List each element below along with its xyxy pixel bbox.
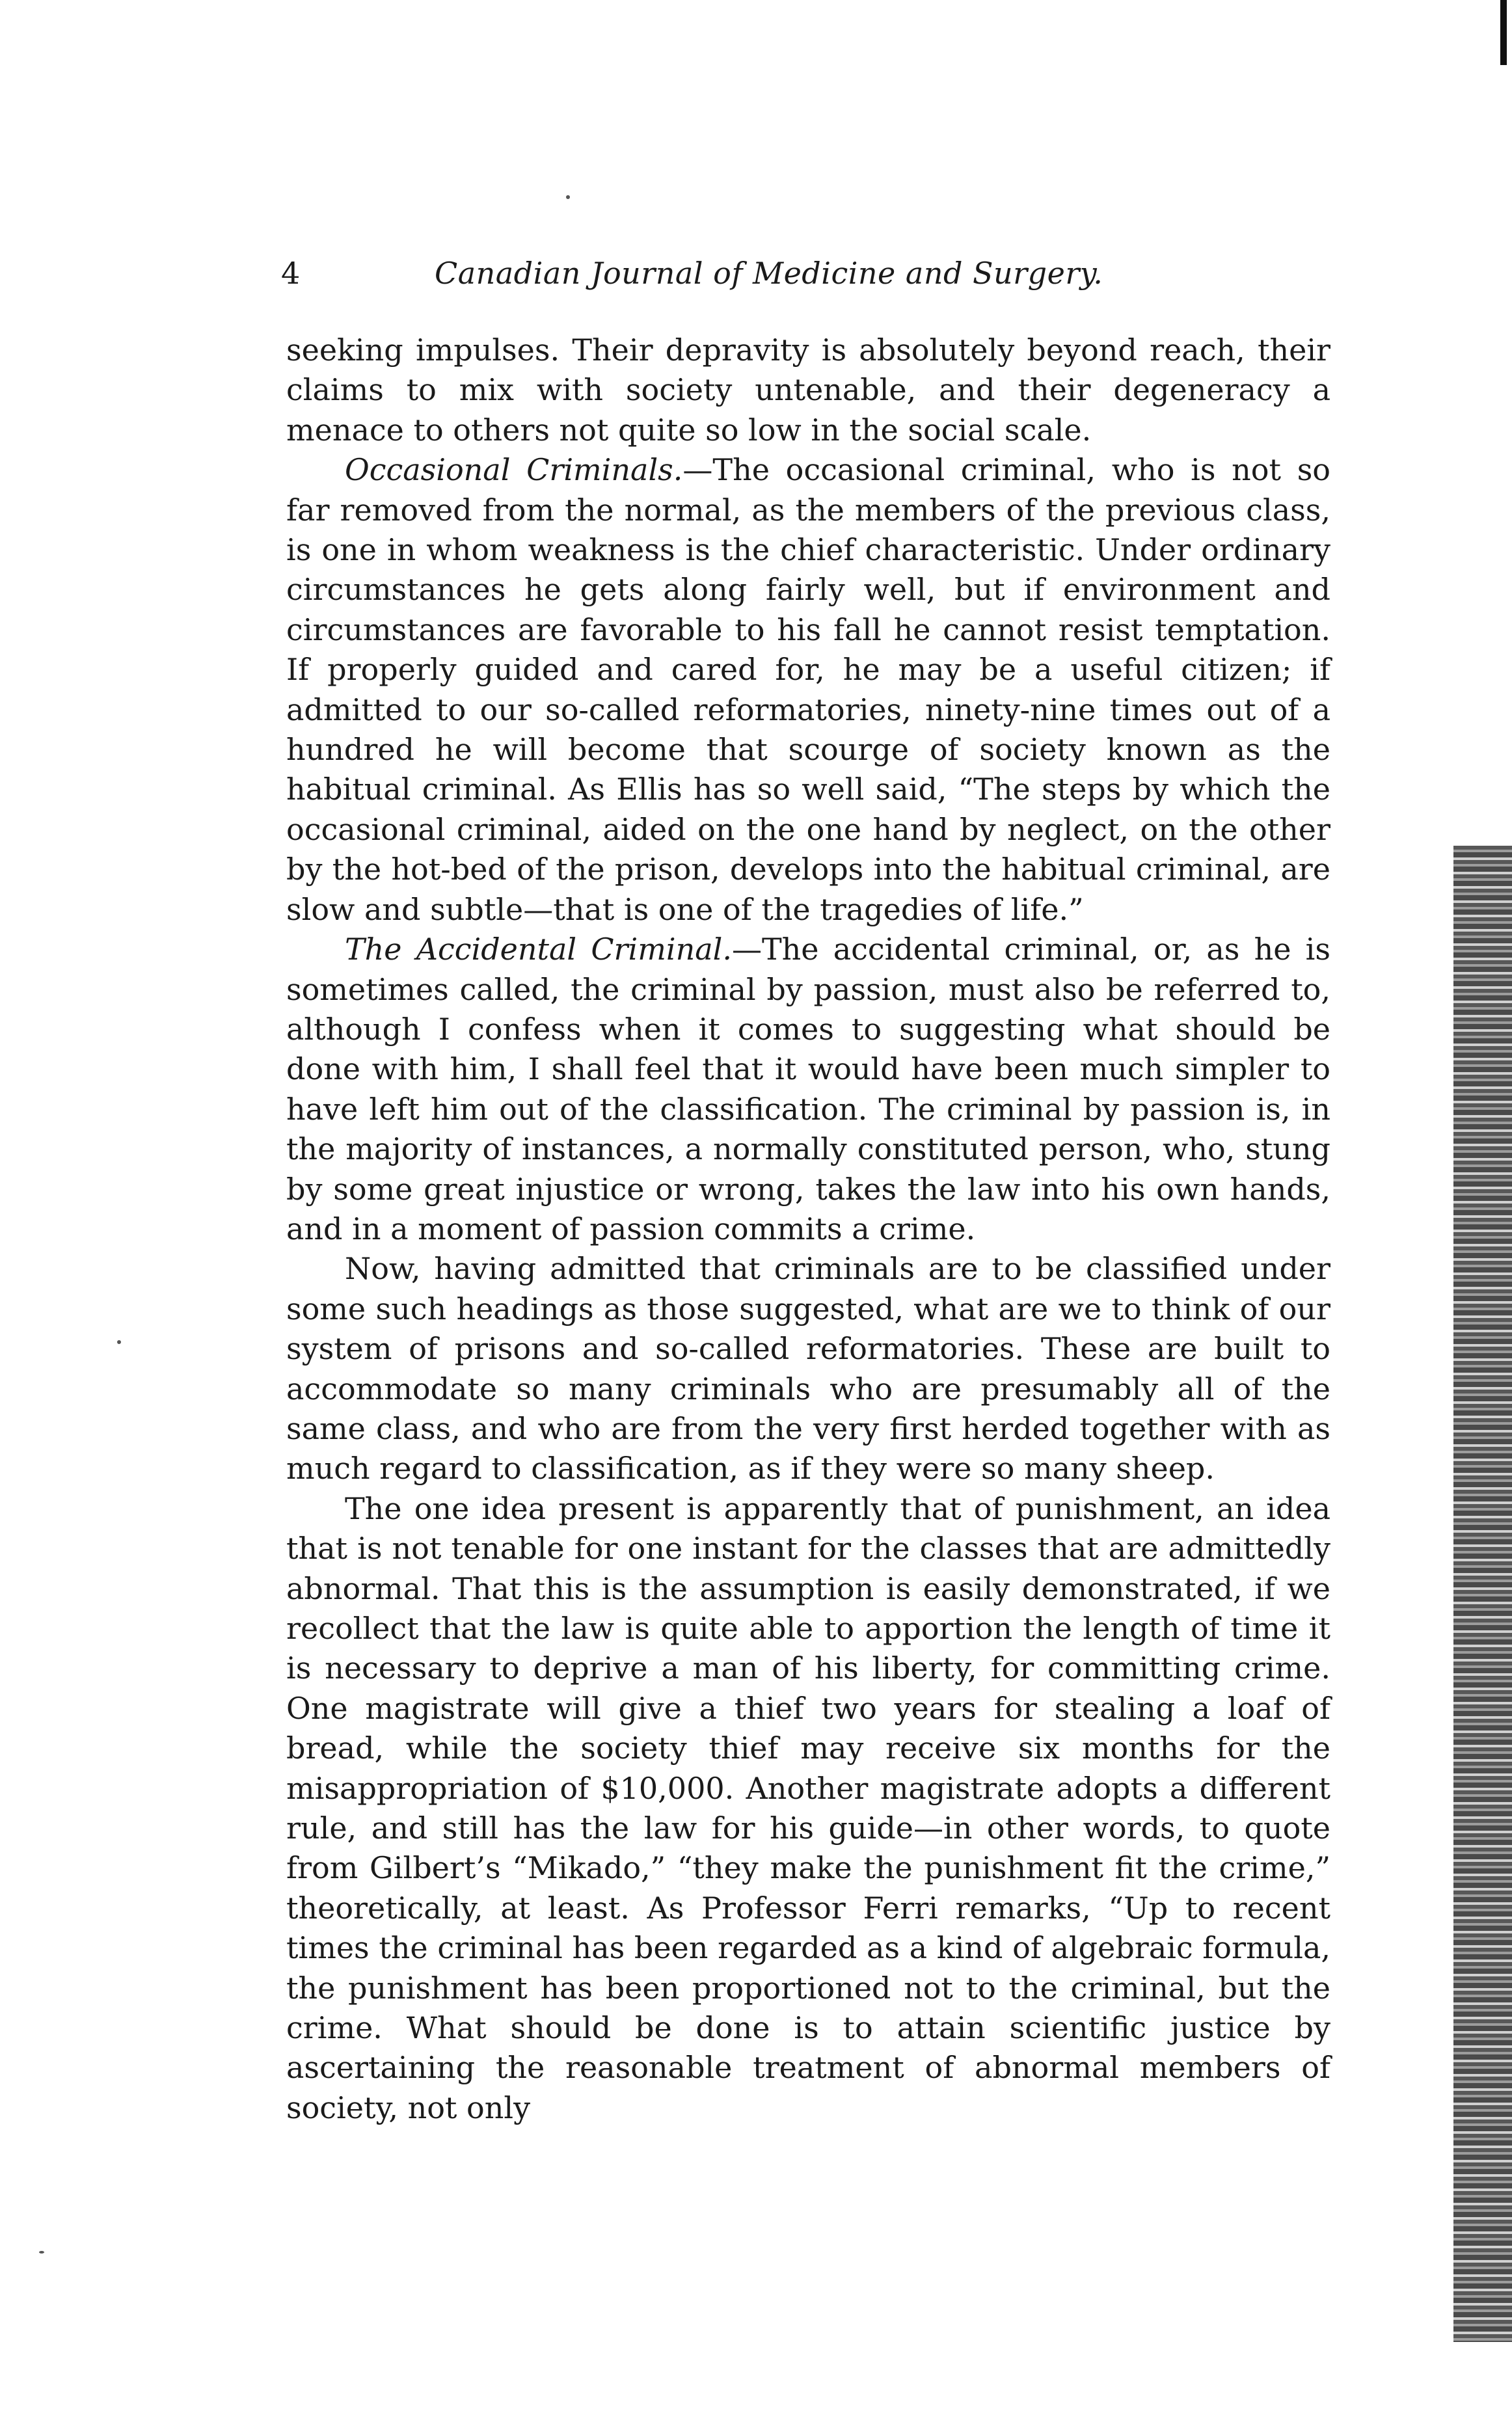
paragraph-punishment xyxy=(286,1489,1330,2129)
paragraph-text: —The occasional criminal, who is not so far removed from the normal, as the members of the previous class, is one in whom weakness is the chief characteristic. Under ordinary circumstances he gets along fairly well, but if environment and circumstances are favorable to his fall he cannot resist temptation. If properly guided and cared for, he may be a useful citizen; if admitted to our so-called reformatories, ninety-nine times out of a hundred he will become that scourge of society known as the habitual criminal. As Ellis has so well said, “The steps by which the occasional criminal, aided on the one hand by neglect, on the other by the hot-bed of the prison, develops into the habitual criminal, are slow and subtle—that is one of the tragedies of life.” xyxy=(286,452,1331,927)
paragraph-occasional-criminals xyxy=(286,450,1330,930)
journal-title: Canadian Journal of Medicine and Surgery. xyxy=(435,256,1103,291)
page-number: 4 xyxy=(281,256,301,291)
paragraph-classification xyxy=(286,1249,1330,1488)
paragraph-text: Now, having admitted that criminals are to be classified under some such headings as those suggested, what are we to think of our system of prisons and so-called reformatories. These are built to accommodate so many criminals who are presumably all of the same class, and who are from the very first herded together with as much regard to classification, as if they were so many sheep. xyxy=(286,1251,1330,1487)
scan-speck xyxy=(566,195,570,199)
section-heading: Occasional Criminals. xyxy=(345,452,683,488)
running-head xyxy=(281,250,1335,296)
body-text xyxy=(286,330,1330,2128)
scan-edge-shading xyxy=(1453,846,1512,2342)
paragraph-text: —The accidental criminal, or, as he is sometimes called, the criminal by passion, must also be referred to, although I confess when it comes to suggesting what should be done with him, I shall feel that it would have been much simpler to have left him out of the classification. The criminal by passion is, in the majority of instances, a normally constituted person, who, stung by some great injustice or wrong, takes the law into his own hands, and in a moment of passion commits a crime. xyxy=(286,932,1330,1246)
paragraph-continuation xyxy=(286,330,1330,450)
scan-edge-mark-top xyxy=(1500,0,1507,65)
paragraph-text: The one idea present is apparently that of punishment, an idea that is not tenable for one instant for the classes that are admittedly abnormal. That this is the assumption is easily demonstrated, if we recollect that the law is quite able to apportion the length of time it is necessary to deprive a man of his liberty, for committing crime. One magistrate will give a thief two years for stealing a loaf of bread, while the society thief may receive six months for the misappropriation of $10,000. Another magistrate adopts a different rule, and still has the law for his guide—in other words, to quote from Gilbert’s “Mikado,” “they make the punishment fit the crime,” theoretically, at least. As Professor Ferri remarks, “Up to recent times the criminal has been regarded as a kind of algebraic formula, the punishment has been proportioned not to the criminal, but the crime. What should be done is to attain scientific justice by ascertaining the reasonable treatment of abnormal members of society, not only xyxy=(286,1490,1330,2125)
scan-speck xyxy=(117,1340,121,1344)
paragraph-text: seeking impulses. Their depravity is absolutely beyond reach, their claims to mix with society untenable, and their degeneracy a menace to others not quite so low in the social scale. xyxy=(286,332,1330,448)
paragraph-accidental-criminal xyxy=(286,930,1330,1249)
section-heading: The Accidental Criminal. xyxy=(345,932,732,967)
scan-speck xyxy=(39,2251,44,2254)
